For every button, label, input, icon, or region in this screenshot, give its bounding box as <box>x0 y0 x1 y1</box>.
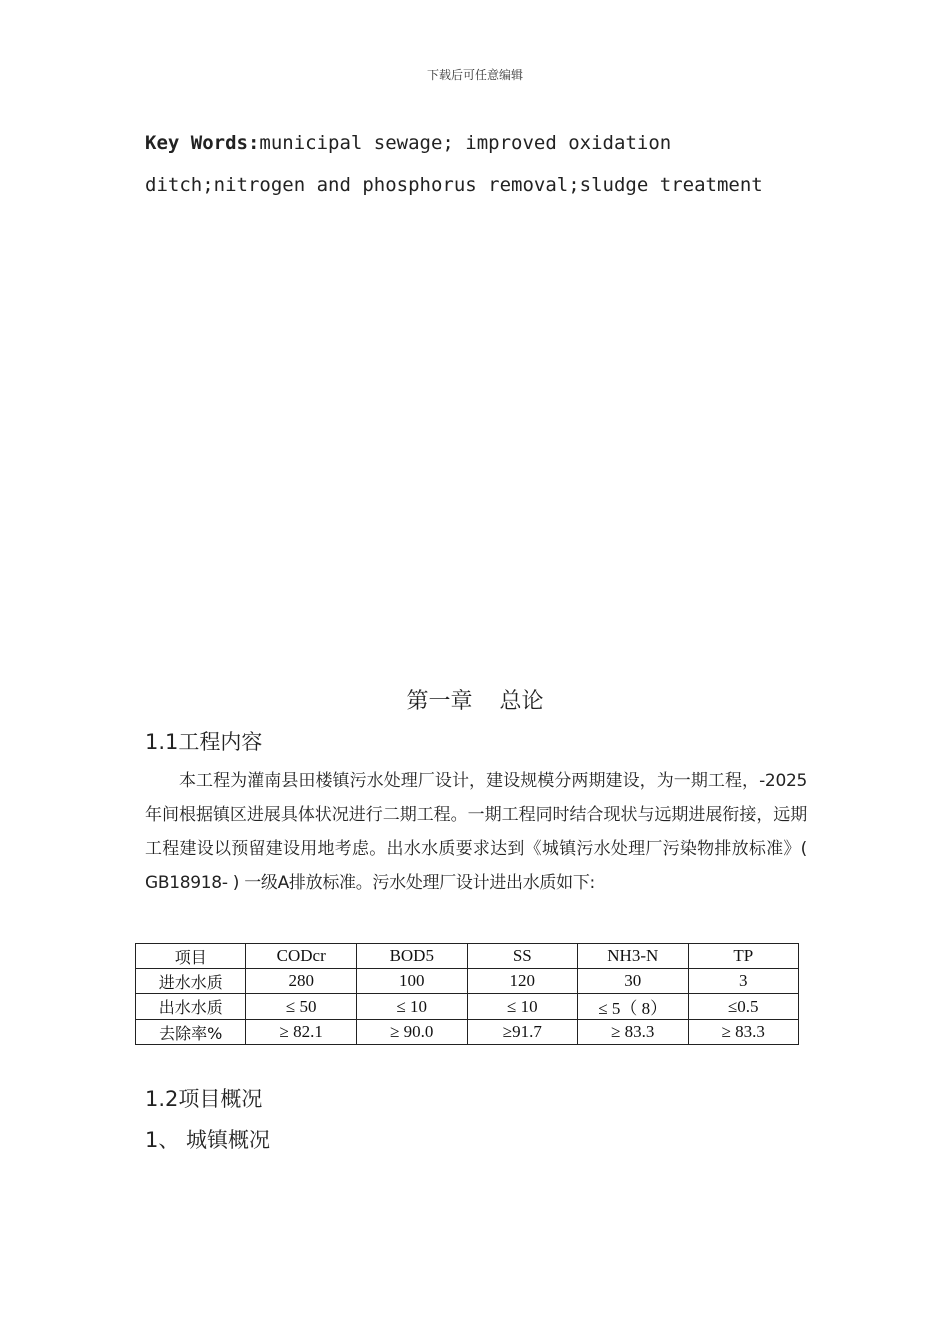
table-row <box>136 1020 799 1045</box>
table-cell: 3 <box>688 969 798 994</box>
table-cell: ≥ 82.1 <box>246 1020 357 1045</box>
table-cell: ≤ 10 <box>467 994 578 1020</box>
table-cell: ≥91.7 <box>467 1020 578 1045</box>
table-cell: ≥ 83.3 <box>688 1020 798 1045</box>
water-quality-table <box>135 943 799 1045</box>
table-cell: 100 <box>357 969 468 994</box>
section-heading-1-1: 1.1工程内容 <box>145 730 263 754</box>
table-cell: ≤ 5（ 8） <box>578 994 688 1020</box>
table-cell: 120 <box>467 969 578 994</box>
table-header-cell: CODcr <box>246 944 357 969</box>
table-cell: 280 <box>246 969 357 994</box>
subsection-heading-town-overview: 1、 城镇概况 <box>145 1128 271 1152</box>
table-cell: 去除率% <box>136 1020 246 1045</box>
page-header: 下载后可任意编辑 <box>426 68 523 82</box>
table-cell: 进水水质 <box>136 969 246 994</box>
keywords-text: municipal sewage; improved oxidation ditch;nitrogen and phosphorus removal;sludge treatment <box>145 132 763 196</box>
table-header-cell: NH3-N <box>578 944 688 969</box>
table-cell: ≥ 90.0 <box>357 1020 468 1045</box>
table-header-row <box>136 944 799 969</box>
keywords-block <box>145 122 825 206</box>
table-header-cell: TP <box>688 944 798 969</box>
table-row <box>136 994 799 1020</box>
keywords-label: Key Words: <box>145 132 260 154</box>
table-header-cell: SS <box>467 944 578 969</box>
table-cell: ≤0.5 <box>688 994 798 1020</box>
table-cell: ≤ 50 <box>246 994 357 1020</box>
section-heading-1-2: 1.2项目概况 <box>145 1087 263 1111</box>
table-cell: 30 <box>578 969 688 994</box>
table-cell: 出水水质 <box>136 994 246 1020</box>
table-cell: ≥ 83.3 <box>578 1020 688 1045</box>
table-header-cell: BOD5 <box>357 944 468 969</box>
chapter-title: 第一章 总论 <box>406 689 544 714</box>
table-row <box>136 969 799 994</box>
project-content-paragraph: 本工程为灌南县田楼镇污水处理厂设计，建设规模分两期建设，为一期工程，-2025年间根据镇区进展具体状况进行二期工程。一期工程同时结合现状与远期进展衔接，远期工程建设以预留建设用地考虑。出水水质要求达到《城镇污水处理厂污染物排放标准》( GB18918- ) 一级A排放标准。污水处理厂设计进出水质如下: <box>145 771 807 893</box>
table-header-cell: 项目 <box>136 944 246 969</box>
table-cell: ≤ 10 <box>357 994 468 1020</box>
